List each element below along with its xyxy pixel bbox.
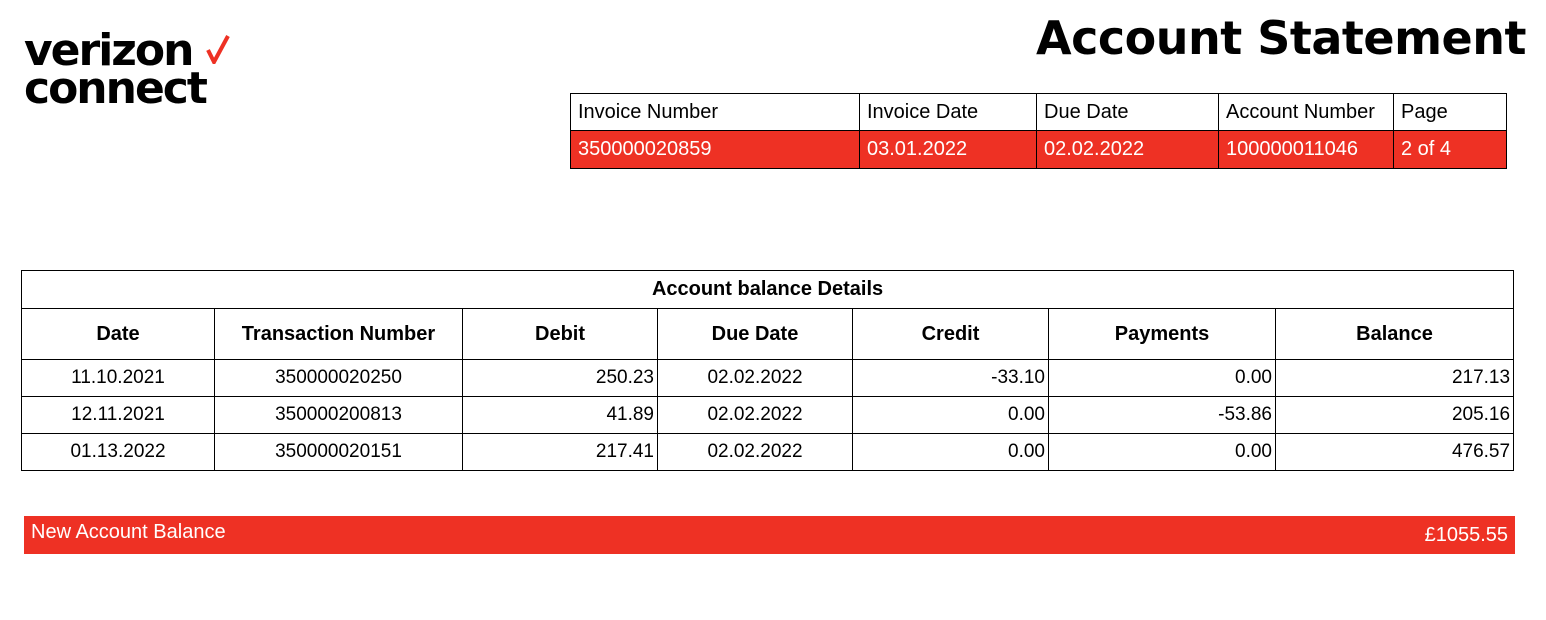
column-header: Transaction Number (215, 309, 463, 360)
table-row (22, 360, 1514, 397)
table-cell: 476.57 (1276, 434, 1514, 471)
table-cell: 0.00 (853, 397, 1049, 434)
invoice-header-values (571, 131, 1507, 169)
column-header: Debit (463, 309, 658, 360)
table-row (22, 397, 1514, 434)
column-header: Date (22, 309, 215, 360)
page-value: 2 of 4 (1394, 131, 1507, 169)
table-cell: 02.02.2022 (658, 434, 853, 471)
invoice-header-labels (571, 94, 1507, 131)
checkmark-icon (206, 34, 250, 64)
invoice-date-label: Invoice Date (860, 94, 1037, 131)
invoice-header-table (570, 93, 1507, 169)
verizon-connect-logo (24, 25, 244, 114)
new-account-balance-bar (24, 516, 1515, 554)
table-cell: 0.00 (853, 434, 1049, 471)
column-header: Payments (1049, 309, 1276, 360)
table-cell: 217.41 (463, 434, 658, 471)
table-cell: 350000020151 (215, 434, 463, 471)
table-cell: 217.13 (1276, 360, 1514, 397)
table-cell: -33.10 (853, 360, 1049, 397)
table-cell: 11.10.2021 (22, 360, 215, 397)
account-balance-table (21, 270, 1514, 471)
account-number-value: 100000011046 (1219, 131, 1394, 169)
table-cell: 02.02.2022 (658, 397, 853, 434)
column-header: Due Date (658, 309, 853, 360)
new-balance-amount: £1055.55 (1424, 524, 1508, 546)
table-cell: 41.89 (463, 397, 658, 434)
table-cell: 12.11.2021 (22, 397, 215, 434)
new-balance-label: New Account Balance (31, 521, 226, 543)
page-label: Page (1394, 94, 1507, 131)
column-header: Balance (1276, 309, 1514, 360)
invoice-number-label: Invoice Number (571, 94, 860, 131)
table-cell: 02.02.2022 (658, 360, 853, 397)
account-number-label: Account Number (1219, 94, 1394, 131)
logo-line-verizon: verizon (24, 25, 193, 76)
table-cell: 350000020250 (215, 360, 463, 397)
table-caption: Account balance Details (22, 271, 1514, 309)
page-title: Account Statement (1036, 11, 1526, 65)
table-cell: 0.00 (1049, 434, 1276, 471)
due-date-value: 02.02.2022 (1037, 131, 1219, 169)
table-cell: 0.00 (1049, 360, 1276, 397)
table-cell: -53.86 (1049, 397, 1276, 434)
invoice-date-value: 03.01.2022 (860, 131, 1037, 169)
table-row (22, 434, 1514, 471)
column-header: Credit (853, 309, 1049, 360)
table-header-row (22, 309, 1514, 360)
table-cell: 350000200813 (215, 397, 463, 434)
due-date-label: Due Date (1037, 94, 1219, 131)
logo-line-connect: connect (24, 63, 206, 114)
table-cell: 01.13.2022 (22, 434, 215, 471)
invoice-number-value: 350000020859 (571, 131, 860, 169)
table-cell: 205.16 (1276, 397, 1514, 434)
table-cell: 250.23 (463, 360, 658, 397)
table-caption-row (22, 271, 1514, 309)
